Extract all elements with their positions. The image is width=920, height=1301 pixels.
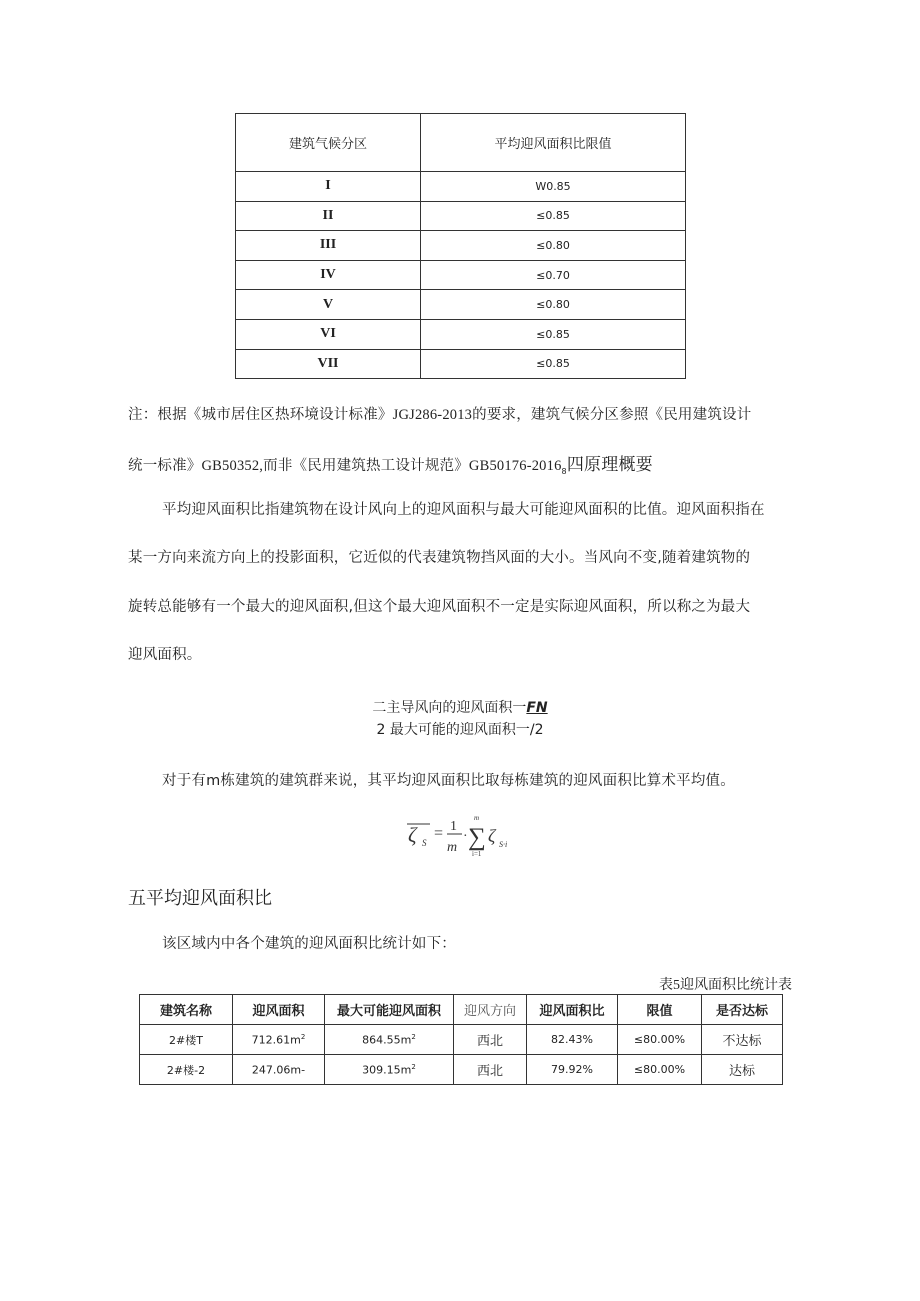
zone-cell: I — [236, 172, 421, 202]
zone-cell: III — [236, 231, 421, 261]
table-header: 建筑气候分区 — [236, 114, 421, 172]
direction-cell: 西北 — [454, 1055, 527, 1085]
svg-text:∑: ∑ — [468, 824, 486, 851]
max-area-cell — [325, 1025, 454, 1055]
formula-line-2: 2 最大可能的迎风面积一/2 — [376, 722, 544, 738]
zone-cell: II — [236, 201, 421, 231]
paragraph-line: 迎风面积。 — [128, 647, 202, 663]
zone-cell: VI — [236, 319, 421, 349]
svg-text:m: m — [474, 814, 480, 822]
limit-cell: ≤0.70 — [421, 260, 686, 290]
table-row — [236, 349, 686, 379]
ratio-cell: 82.43% — [527, 1025, 618, 1055]
svg-text:S·i: S·i — [499, 840, 508, 849]
limit-cell: ≤80.00% — [618, 1055, 702, 1085]
max-area-value: 309.15m — [362, 1063, 412, 1077]
section-5-heading: 五平均迎风面积比 — [128, 888, 272, 908]
table-header: 平均迎风面积比限值 — [421, 114, 686, 172]
svg-text:i=1: i=1 — [472, 850, 482, 858]
table-header: 限值 — [618, 995, 702, 1025]
paragraph-line: 平均迎风面积比指建筑物在设计风向上的迎风面积与最大可能迎风面积的比值。迎风面积指在 — [162, 502, 765, 518]
mean-ratio-formula — [400, 812, 525, 862]
note-line-1: 注：根据《城市居住区热环境设计标准》JGJ286-2013的要求，建筑气候分区参照《民用建筑设计 — [128, 407, 752, 423]
table-row — [236, 319, 686, 349]
table-header: 迎风面积比 — [527, 995, 618, 1025]
svg-text:·: · — [463, 829, 468, 844]
area-cell — [233, 1025, 325, 1055]
limit-cell: ≤0.85 — [421, 349, 686, 379]
note-subscript: 8 — [561, 466, 567, 476]
paragraph-line: 旋转总能够有一个最大的迎风面积,但这个最大迎风面积不一定是实际迎风面积，所以称之为最大 — [128, 599, 751, 615]
table-row — [140, 1055, 783, 1085]
svg-text:1: 1 — [450, 819, 457, 834]
table-header: 最大可能迎风面积 — [325, 995, 454, 1025]
area-cell — [233, 1055, 325, 1085]
limit-cell: ≤0.85 — [421, 319, 686, 349]
table-header-row — [140, 995, 783, 1025]
max-area-value: 864.55m — [362, 1033, 412, 1047]
table-caption: 表5迎风面积比统计表 — [659, 978, 792, 993]
table-row — [236, 231, 686, 261]
limit-cell: ≤80.00% — [618, 1025, 702, 1055]
limit-cell: ≤0.80 — [421, 231, 686, 261]
svg-text:m: m — [447, 840, 458, 855]
paragraph-line: 某一方向来流方向上的投影面积，它近似的代表建筑物挡风面的大小。当风向不变,随着建筑物的 — [128, 550, 751, 566]
direction-cell: 西北 — [454, 1025, 527, 1055]
table-header: 迎风方向 — [454, 995, 527, 1025]
svg-text:=: = — [434, 825, 444, 842]
limit-cell: W0.85 — [421, 172, 686, 202]
area-value: 247.06m- — [251, 1063, 306, 1077]
zone-cell: IV — [236, 260, 421, 290]
climate-zone-table — [235, 113, 686, 379]
svg-text:S: S — [422, 838, 427, 848]
max-area-unit-sup: 2 — [411, 1032, 416, 1041]
paragraph-3: 该区域内中各个建筑的迎风面积比统计如下： — [162, 936, 456, 952]
paragraph-2: 对于有m栋建筑的建筑群来说，其平均迎风面积比取每栋建筑的迎风面积比算术平均值。 — [162, 773, 735, 789]
pass-cell: 达标 — [702, 1055, 783, 1085]
table-header-row — [236, 114, 686, 172]
zone-cell: VII — [236, 349, 421, 379]
area-unit-sup: 2 — [300, 1032, 306, 1041]
table-row — [236, 260, 686, 290]
limit-cell: ≤0.85 — [421, 201, 686, 231]
svg-text:ζ: ζ — [488, 826, 496, 846]
pass-cell: 不达标 — [702, 1025, 783, 1055]
formula-line-1-symbol: FN — [526, 700, 548, 716]
zone-cell: V — [236, 290, 421, 320]
building-name-cell: 2#楼-2 — [140, 1055, 233, 1085]
table-row — [236, 172, 686, 202]
wind-area-stats-table — [139, 994, 783, 1085]
formula-line-1 — [0, 697, 920, 717]
note-line-2-text: 统一标准》GB50352,而非《民用建筑热工设计规范》GB50176-2016 — [128, 458, 562, 474]
table-row — [236, 290, 686, 320]
section-4-heading: 四原理概要 — [566, 455, 653, 474]
table-row — [140, 1025, 783, 1055]
ratio-cell: 79.92% — [527, 1055, 618, 1085]
max-area-cell — [325, 1055, 454, 1085]
table-header: 建筑名称 — [140, 995, 233, 1025]
note-line-2 — [128, 450, 653, 476]
area-value: 712.61m — [251, 1033, 301, 1047]
max-area-unit-sup: 2 — [411, 1062, 416, 1071]
building-name-cell: 2#楼T — [140, 1025, 233, 1055]
table-header: 迎风面积 — [233, 995, 325, 1025]
table-header: 是否达标 — [702, 995, 783, 1025]
table-row — [236, 201, 686, 231]
formula-line-1-text: 二主导风向的迎风面积一 — [372, 700, 527, 716]
svg-text:ζ: ζ — [408, 823, 417, 847]
limit-cell: ≤0.80 — [421, 290, 686, 320]
